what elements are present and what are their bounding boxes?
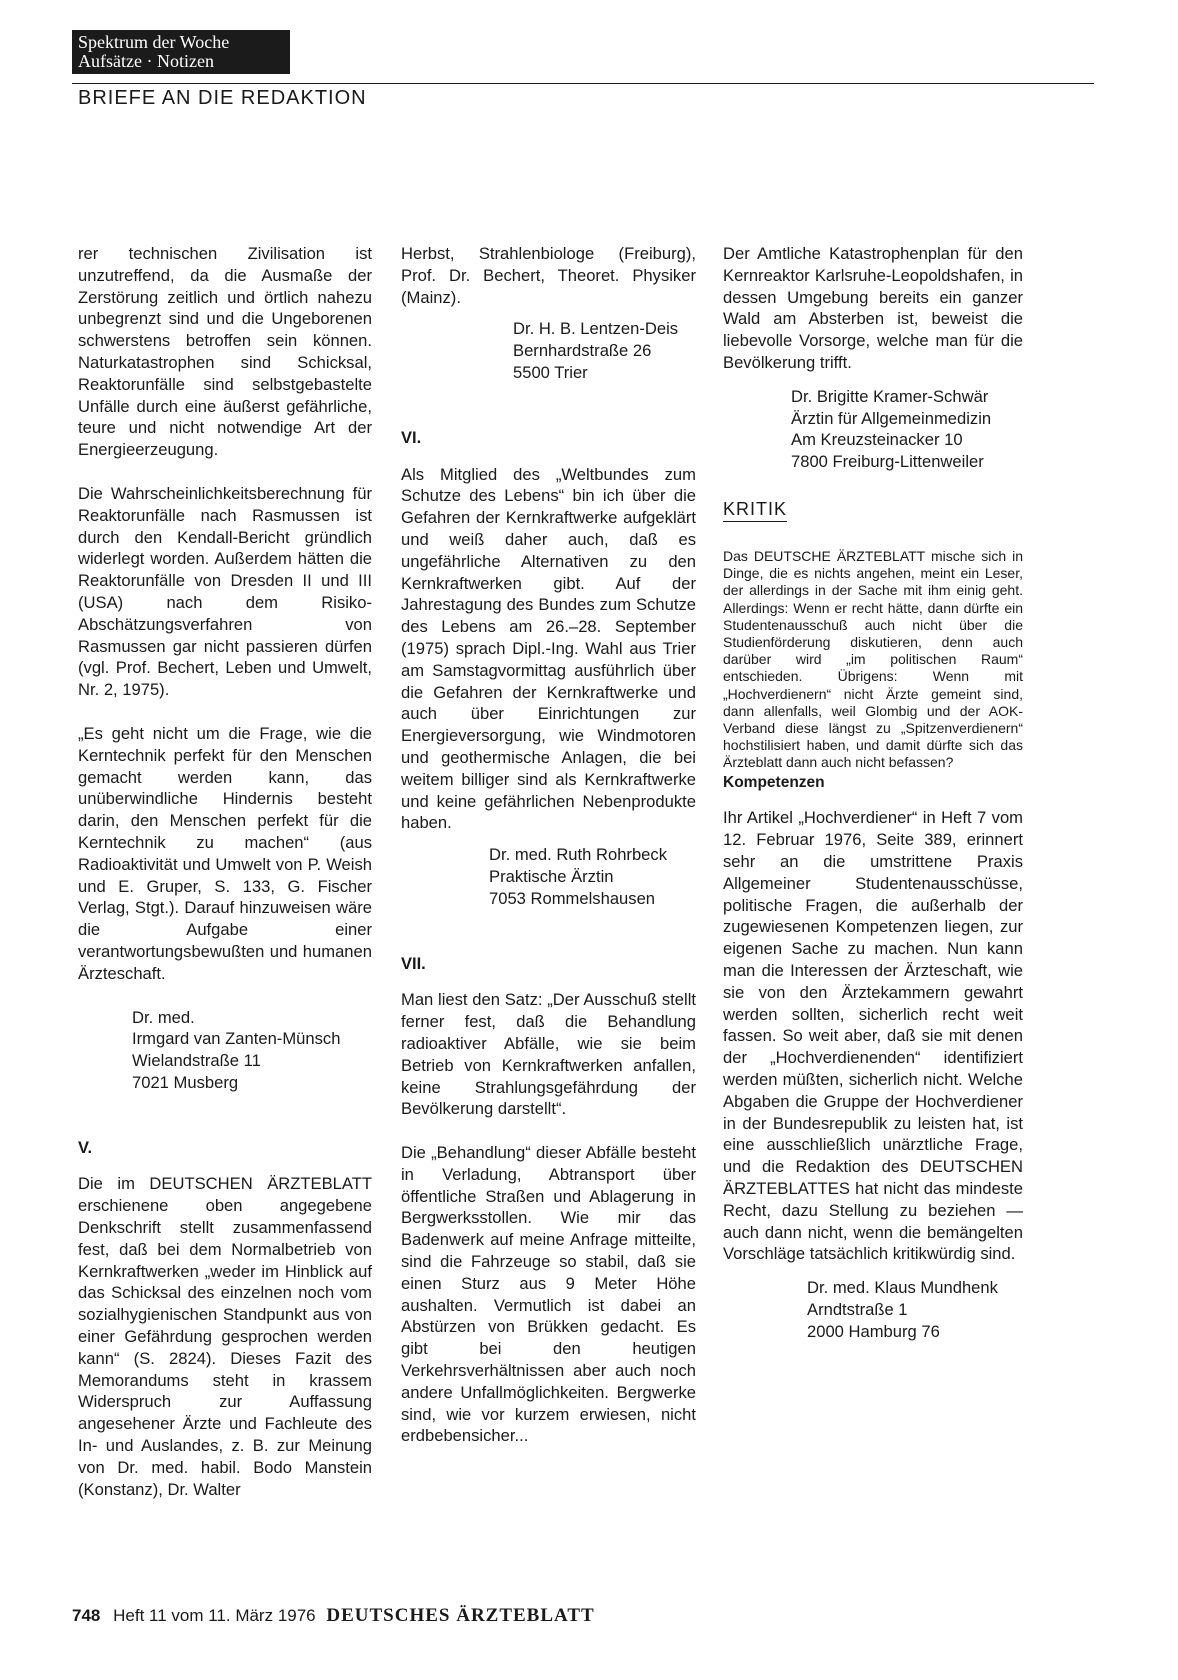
kompetenzen-heading: Kompetenzen: [723, 773, 825, 791]
kritik-intro: Das DEUTSCHE ÄRZTEBLATT mische sich in Dinge, die es nichts angehen, meint ein Leser, der allerdings in der Sache mit ihm einig geht. Allerdings: Wenn er recht hätte, dann dürfte ein Studentenausschuß auch nicht über die Studienförderung diskutieren, denn auch darüber wird „im politischen Raum“ entschieden. Übrigens: Wenn mit „Hochverdienern“ nicht Ärzte gemeint sind, dann allenfalls, weil Glombig und der AOK-Verband diese längst zu „Spitzenverdienern“ hochstilisiert haben, und damit dürfte sich das Ärzteblatt dann auch nicht befassen?: [723, 547, 1023, 771]
col2-paragraph-2: Als Mitglied des „Weltbundes zum Schutze des Lebens“ bin ich über die Gefahren der Kernkraftwerke aufgeklärt und weiß daher auch, daß es ungefährliche Alternativen zu den Kernkraftwerken gibt. Auf der Jahrestagung des Bundes zum Schutze des Lebens am 26.–28. September (1975) sprach Dipl.-Ing. Wahl aus Trier am Samstagvormittag ausführlich über die Gefahren der Kernkraftwerke und auch über Einrichtungen zur Energieversorgung, wie Windmotoren und geothermische Anlagen, die bei weitem billiger sind als Kernkraftwerke und keine gefährlichen Nebenprodukte haben.: [401, 464, 696, 833]
kritik-heading: KRITIK: [723, 499, 787, 522]
col2-paragraph-3: Man liest den Satz: „Der Ausschuß stellt ferner fest, daß die Behandlung radioaktiver Abfälle, wie sie beim Betrieb von Kernkraftwerken anfallen, keine Strahlungsgefährdung der Bevölkerung darstellt“.: [401, 990, 696, 1119]
magazine-name: DEUTSCHES ÄRZTEBLATT: [326, 1605, 595, 1626]
page-number: 748: [72, 1606, 101, 1625]
signature-lentzen-deis: Dr. H. B. Lentzen-Deis Bernhardstraße 26 5500 Trier: [513, 319, 679, 382]
section-label-box: [72, 30, 290, 74]
signature-kramer-schwaer: Dr. Brigitte Kramer-Schwär Ärztin für Allgemeinmedizin Am Kreuzsteinacker 10 7800 Freiburg-Littenweiler: [791, 386, 992, 472]
letter-heading-vi: VI.: [401, 428, 422, 447]
signature-mundhenk: Dr. med. Klaus Mundhenk Arndtstraße 1 2000 Hamburg 76: [807, 1278, 998, 1341]
signature-van-zanten-muensch: Dr. med. Irmgard van Zanten-Münsch Wielandstraße 11 7021 Musberg: [132, 1007, 341, 1092]
section-title: BRIEFE AN DIE REDAKTION: [78, 87, 367, 109]
col2-paragraph-1: Herbst, Strahlenbiologe (Freiburg), Prof. Dr. Bechert, Theoret. Physiker (Mainz).: [401, 244, 696, 307]
column-3: [723, 243, 1023, 1343]
section-label-line1: Spektrum der Woche: [78, 32, 230, 52]
page-footer: [72, 1605, 595, 1627]
issue-info: Heft 11 vom 11. März 1976: [113, 1606, 316, 1625]
column-1: [78, 243, 372, 1500]
col1-paragraph-4: Die im DEUTSCHEN ÄRZTEBLATT erschienene oben angegebene Denkschrift stellt zusammenfassend fest, daß bei dem Normalbetrieb von Kernkraftwerken „weder im Hinblick auf das Schicksal des einzelnen noch vom sozialhygienischen Standpunkt aus von einer Gefährdung gesprochen werden kann“ (S. 2824). Dieses Fazit des Memorandums steht in krassem Widerspruch zur Auffassung angesehener Ärzte und Fachleute des In- und Auslandes, z. B. zur Meinung von Dr. med. habil. Bodo Manstein (Konstanz), Dr. Walter: [78, 1174, 372, 1499]
col1-paragraph-1: rer technischen Zivilisation ist unzutreffend, da die Ausmaße der Zerstörung zeitlich und örtlich nahezu unbegrenzt sind und die Ungeborenen schwerstens betroffen sein können. Naturkatastrophen sind Schicksal, Reaktorunfälle sind selbstgebastelte Unfälle durch eine äußerst gefährliche, teure und nicht notwendige Art der Energieerzeugung.: [78, 244, 372, 460]
letter-heading-v: V.: [78, 1138, 93, 1157]
signature-rohrbeck: Dr. med. Ruth Rohrbeck Praktische Ärztin 7053 Rommelshausen: [489, 845, 667, 908]
column-2: [401, 243, 696, 1447]
letter-heading-vii: VII.: [401, 954, 426, 973]
section-label-line2: Aufsätze · Notizen: [78, 51, 214, 71]
col2-paragraph-4: Die „Behandlung“ dieser Abfälle besteht in Verladung, Abtransport über öffentliche Straßen und Ablagerung in Bergwerksstollen. Wie mir das Badenwerk auf meine Anfrage mitteilte, sind die Fahrzeuge so stabil, daß sie einen Sturz aus 9 Meter Höhe aushalten. Vermutlich ist dabei an Abstürzen von Brükken gedacht. Es gibt bei den heutigen Verkehrsverhältnissen aber auch noch andere Unfallmöglichkeiten. Bergwerke sind, wie vor kurzem erwiesen, nicht erdbebensicher...: [401, 1143, 696, 1446]
col1-paragraph-2: Die Wahrscheinlichkeitsberechnung für Reaktorunfälle nach Rasmussen ist durch den Kendall-Bericht gründlich widerlegt worden. Außerdem hätten die Reaktorunfälle von Dresden II und III (USA) nach dem Risiko-Abschätzungsverfahren von Rasmussen gar nicht passieren dürfen (vgl. Prof. Bechert, Leben und Umwelt, Nr. 2, 1975).: [78, 483, 372, 700]
col1-paragraph-3: „Es geht nicht um die Frage, wie die Kerntechnik perfekt für den Menschen gemacht werden kann, das unüberwindliche Hindernis besteht darin, den Menschen perfekt für die Kerntechnik zu machen“ (aus Radioaktivität und Umwelt von P. Weish und E. Gruper, S. 133, G. Fischer Verlag, Stgt.). Darauf hinzuweisen wäre die Aufgabe einer verantwortungsbewußten und humanen Ärzteschaft.: [78, 723, 372, 983]
header-rule: [72, 83, 1094, 84]
col3-paragraph-1: Der Amtliche Katastrophenplan für den Kernreaktor Karlsruhe-Leopoldshafen, in dessen Umgebung bereits ein ganzer Wald am Absterben ist, beweist die liebevolle Vorsorge, welche man für die Bevölkerung trifft.: [723, 244, 1023, 372]
col3-paragraph-2: Ihr Artikel „Hochverdiener“ in Heft 7 vom 12. Februar 1976, Seite 389, erinnert sehr an die umstrittene Praxis Allgemeiner Studentenausschüsse, politische Fragen, die außerhalb der zugewiesenen Kompetenzen liegen, zur eigenen Sache zu machen. Nun kann man die Interessen der Ärzteschaft, wie sie von den Ärztekammern gewahrt werden sollten, sicherlich recht weit fassen. So weit aber, daß sie mit denen der „Hochverdienenden“ identifiziert werden müßten, sicherlich nicht. Welche Abgaben die Gruppe der Hochverdiener in der Bundesrepublik zu leisten hat, ist eine ausschließlich unärztliche Frage, und die Redaktion des DEUTSCHEN ÄRZTEBLATTES hat nicht das mindeste Recht, dazu Stellung zu beziehen — auch dann nicht, wenn die bemängelten Vorschläge tatsächlich kritikwürdig sind.: [723, 808, 1023, 1264]
